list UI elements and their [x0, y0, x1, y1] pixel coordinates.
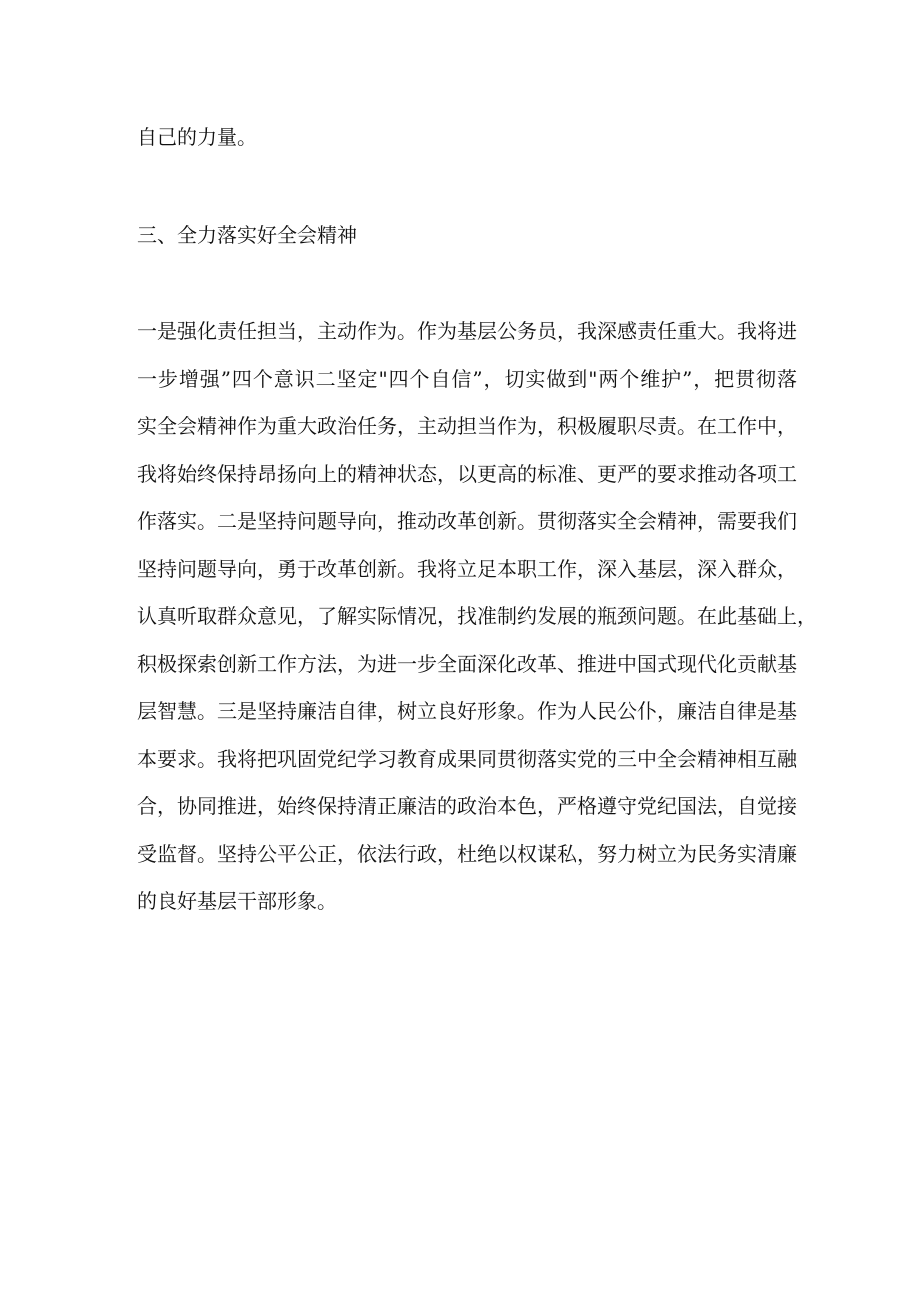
paragraph-line: 实全会精神作为重大政治任务，主动担当作为，积极履职尽责。在工作中，: [137, 414, 797, 438]
paragraph-line: 一是强化责任担当，主动作为。作为基层公务员，我深感责任重大。我将进: [137, 319, 797, 343]
paragraph-line: 受监督。坚持公平公正，依法行政，杜绝以权谋私，努力树立为民务实清廉: [137, 842, 797, 866]
paragraph-line: 认真听取群众意见，了解实际情况，找准制约发展的瓶颈问题。在此基础上，: [137, 604, 817, 628]
paragraph-line: 层智慧。三是坚持廉洁自律，树立良好形象。作为人民公仆，廉洁自律是基: [137, 699, 797, 723]
paragraph-line: 一步增强”四个意识二坚定"四个自信”，切实做到"两个维护”，把贯彻落: [137, 367, 797, 391]
paragraph-line: 本要求。我将把巩固党纪学习教育成果同贯彻落实党的三中全会精神相互融: [137, 747, 797, 771]
paragraph-line: 作落实。二是坚持问题导向，推动改革创新。贯彻落实全会精神，需要我们: [137, 509, 797, 533]
paragraph-line: 坚持问题导向，勇于改革创新。我将立足本职工作，深入基层，深入群众，: [137, 557, 797, 581]
carryover-text-line: 自己的力量。: [137, 125, 257, 149]
section-heading: 三、全力落实好全会精神: [137, 223, 357, 247]
paragraph-line: 合，协同推进，始终保持清正廉洁的政治本色，严格遵守党纪国法，自觉接: [137, 794, 797, 818]
paragraph-line: 积极探索创新工作方法，为进一步全面深化改革、推进中国式现代化贡献基: [137, 652, 797, 676]
paragraph-line: 我将始终保持昂扬向上的精神状态，以更高的标准、更严的要求推动各项工: [137, 462, 797, 486]
paragraph-line: 的良好基层干部形象。: [137, 889, 337, 913]
